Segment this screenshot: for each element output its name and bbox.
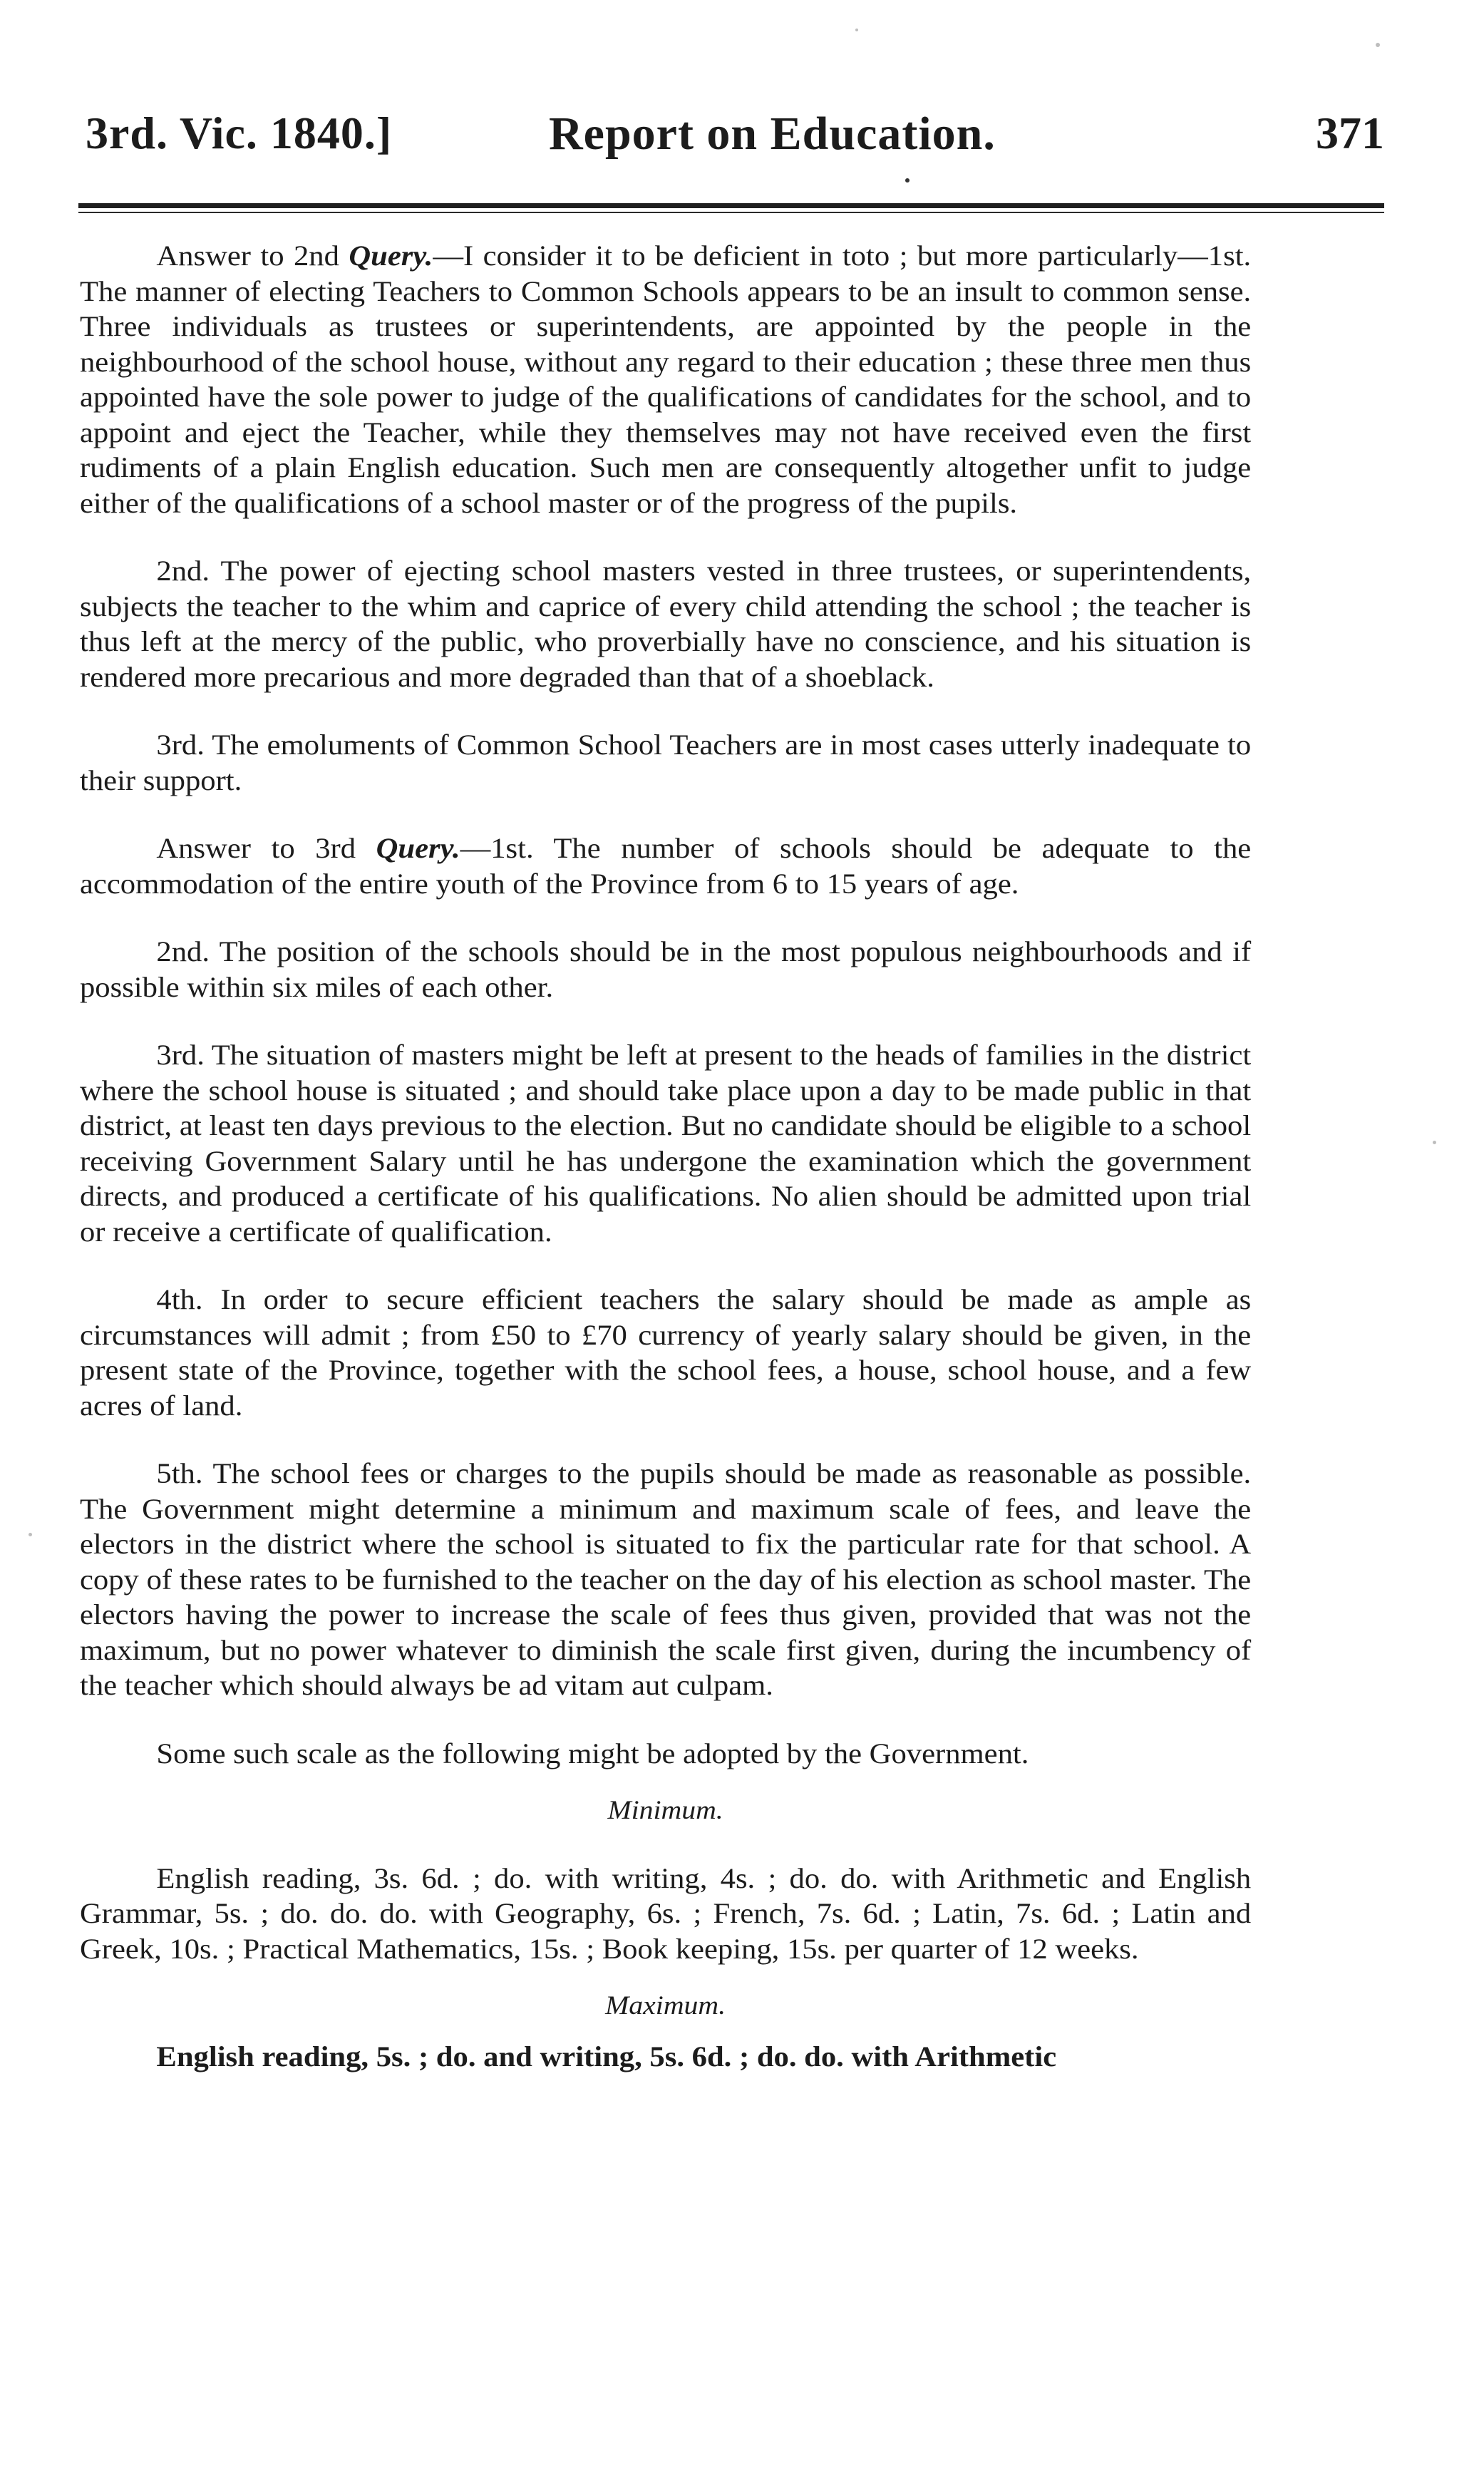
- query-label: Query.: [376, 833, 460, 864]
- header-title: Report on Education.: [549, 108, 996, 160]
- paragraph-text: Some such scale as the following might be adopted by the Government.: [156, 1737, 1029, 1769]
- header-rule-thick: [78, 203, 1384, 208]
- running-header: [86, 107, 1384, 164]
- paragraph-3rd: [80, 728, 1251, 798]
- header-date: 3rd. Vic. 1840.]: [86, 108, 393, 158]
- paragraph-text: 2nd. The position of the schools should be in the most populous neighbourhoods and if possible within six miles of each other.: [80, 936, 1252, 1003]
- paragraph-text: English reading, 5s. ; do. and writing, 5s. 6d. ; do. do. with Arithmetic: [156, 2040, 1057, 2072]
- paragraph-text: 3rd. The emoluments of Common School Teachers are in most cases utterly inadequate to their support.: [80, 729, 1252, 796]
- paragraph-text: English reading, 3s. 6d. ; do. with writing, 4s. ; do. do. with Arithmetic and English Grammar, 5s. ; do. do. do. with Geography, 6s. ; French, 7s. 6d. ; Latin, 7s. 6d. ; Latin and Greek, 10s. ; Practical Mathematics, 15s. ; Book keeping, 15s. per quarter of 12 weeks.: [80, 1862, 1252, 1965]
- page-number: 371: [1316, 108, 1384, 158]
- minimum-scale: [80, 1861, 1251, 1968]
- maximum-scale: [80, 2040, 1251, 2075]
- paragraph-5th: [80, 1457, 1251, 1704]
- minimum-heading: Minimum.: [607, 1796, 723, 1825]
- paper-speck: [905, 178, 910, 183]
- paragraph-answer-2nd-query: [80, 239, 1251, 521]
- paper-speck: [1376, 43, 1380, 47]
- paragraph-text: —1st. The number of schools should be adequate to the accommodation of the entire youth of the Province from 6 to 15 years of age.: [80, 833, 1252, 900]
- paper-speck: [29, 1533, 32, 1536]
- paragraph-3rd-situation: [80, 1038, 1251, 1250]
- maximum-heading: Maximum.: [605, 1991, 726, 2020]
- paragraph-2nd: [80, 554, 1251, 695]
- paper-speck: [855, 29, 858, 31]
- paragraph-lead: Answer to 2nd: [156, 240, 349, 272]
- query-label: Query.: [349, 240, 433, 272]
- paragraph-text: 4th. In order to secure efficient teachers the salary should be made as ample as circumstances will admit ; from £50 to £70 currency of yearly salary should be given, in the present state of the Province, together with the school fees, a house, school house, and a few acres of land.: [80, 1284, 1252, 1422]
- paragraph-text: 5th. The school fees or charges to the pupils should be made as reasonable as possible. The Government might determine a minimum and maximum scale of fees, and leave the electors in the district where the school is situated to fix the particular rate for that school. A copy of these rates to be furnished to the teacher on the day of his election as school master. The electors having the power to increase the scale of fees thus given, provided that was not the maximum, but no power whatever to diminish the scale first given, during the incumbency of the teacher which should always be ad vitam aut culpam.: [80, 1458, 1252, 1701]
- body-text: [80, 239, 1251, 2075]
- paragraph-text: 2nd. The power of ejecting school masters vested in three trustees, or superintendents, subjects the teacher to the whim and caprice of every child attending the school ; the teacher is thus left at the mercy of the public, who proverbially have no conscience, and his situation is rendered more precarious and more degraded than that of a shoeblack.: [80, 555, 1252, 693]
- paragraph-scale-intro: [80, 1737, 1251, 1772]
- paragraph-lead: Answer to 3rd: [156, 833, 376, 864]
- header-rule-thin: [78, 212, 1384, 213]
- paper-speck: [1433, 1141, 1436, 1144]
- paragraph-4th: [80, 1283, 1251, 1424]
- paragraph-2nd-position: [80, 935, 1251, 1005]
- paragraph-text: —I consider it to be deficient in toto ; but more particularly—1st. The manner of electing Teachers to Common Schools appears to be an insult to common sense. Three individuals as trustees or superintendents, are appointed by the people in the neighbourhood of the school house, without any regard to their education ; these three men thus appointed have the sole power to judge of the qualifications of candidates for the school, and to appoint and eject the Teacher, while they themselves may not have received even the first rudiments of a plain English education. Such men are consequently altogether unfit to judge either of the qualifications of a school master or of the progress of the pupils.: [80, 240, 1252, 519]
- paragraph-text: 3rd. The situation of masters might be left at present to the heads of families in the district where the school house is situated ; and should take place upon a day to be made public in that district, at least ten days previous to the election. But no candidate should be eligible to a school receiving Government Salary until he has undergone the examination which the government directs, and produced a certificate of his qualifications. No alien should be admitted upon trial or receive a certificate of qualification.: [80, 1039, 1252, 1248]
- paragraph-answer-3rd-query: [80, 831, 1251, 902]
